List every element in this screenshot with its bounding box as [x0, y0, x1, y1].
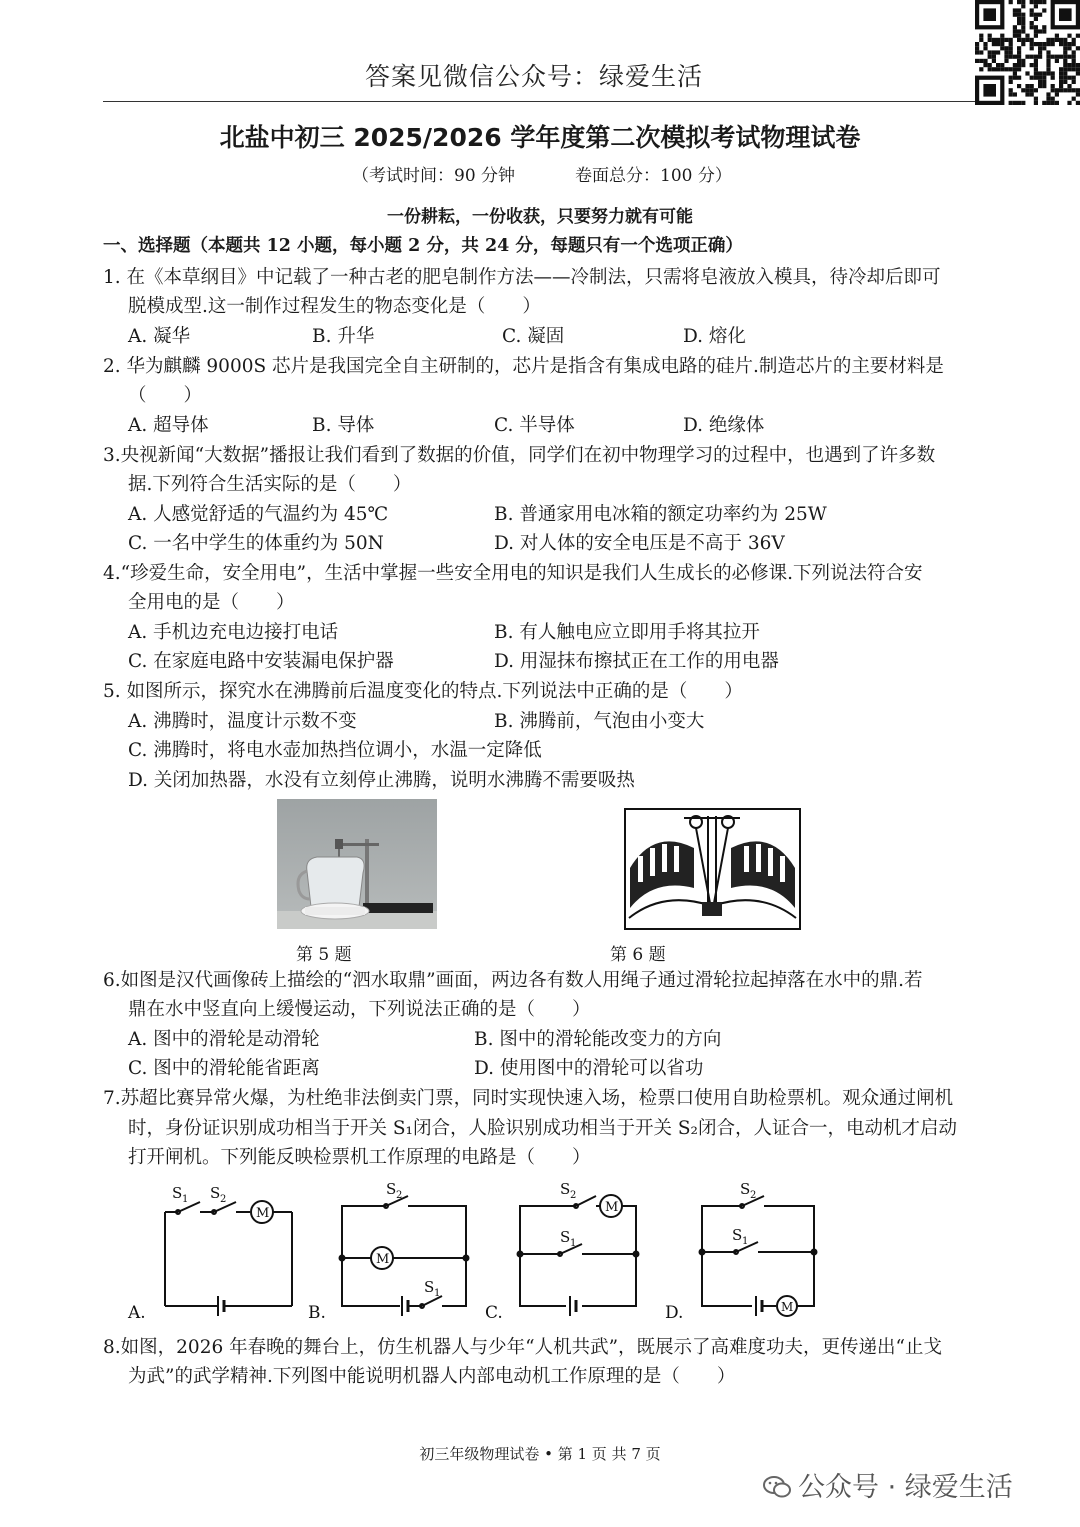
q7-circuits [120, 1172, 820, 1332]
svg-text:C.: C. [485, 1303, 503, 1323]
svg-text:1: 1 [434, 1288, 441, 1299]
q4-option-a: A. 手机边充电边接打电话 [128, 622, 339, 643]
q8-line1: 8.如图，2026 年春晚的舞台上，仿生机器人与少年“人机共武”，既展示了高难度功夫，更传递出“止戈 [103, 1337, 942, 1358]
svg-text:B.: B. [308, 1303, 326, 1323]
header-rule [103, 101, 975, 102]
q5-option-d: D. 关闭加热器，水没有立刻停止沸腾，说明水沸腾不需要吸热 [128, 770, 635, 791]
svg-text:A.: A. [128, 1303, 146, 1323]
svg-text:S: S [732, 1226, 743, 1244]
q1-option-c: C. 凝固 [502, 326, 565, 347]
q2-option-c: C. 半导体 [494, 415, 575, 436]
q1-option-b: B. 升华 [312, 326, 375, 347]
q4-line1: 4.“珍爱生命，安全用电”，生活中掌握一些安全用电的知识是我们人生成长的必修课.下列说法符合安 [103, 563, 923, 584]
q7-line2: 时，身份证识别成功相当于开关 S₁闭合，人脸识别成功相当于开关 S₂闭合，人证合一，电动机才启动 [128, 1118, 957, 1139]
q6-option-a: A. 图中的滑轮是动滑轮 [128, 1029, 320, 1050]
q5-option-a: A. 沸腾时，温度计示数不变 [128, 711, 357, 732]
svg-text:S: S [172, 1184, 183, 1202]
q2-option-d: D. 绝缘体 [683, 415, 765, 436]
q5-caption: 第 5 题 [296, 945, 352, 965]
exam-time: （考试时间：90 分钟 [352, 166, 516, 186]
page-footer: 初三年级物理试卷 • 第 1 页 共 7 页 [419, 1445, 661, 1463]
q5-photo [277, 799, 437, 929]
section-heading: 一、选择题（本题共 12 小题，每小题 2 分，共 24 分，每题只有一个选项正确） [103, 236, 743, 256]
q6-option-d: D. 使用图中的滑轮可以省功 [474, 1058, 704, 1079]
q4-line2: 全用电的是（ ） [128, 592, 295, 613]
q6-line2: 鼎在水中竖直向上缓慢运动，下列说法正确的是（ ） [128, 999, 591, 1020]
q3-option-d: D. 对人体的安全电压是不高于 36V [494, 533, 785, 554]
svg-text:D.: D. [665, 1303, 684, 1323]
motto: 一份耕耘，一份收获，只要努力就有可能 [387, 207, 693, 227]
qr-code [975, 0, 1080, 105]
watermark [762, 1465, 1013, 1504]
svg-text:1: 1 [742, 1236, 749, 1247]
svg-text:S: S [386, 1180, 397, 1198]
svg-text:M: M [781, 1300, 794, 1314]
q2-line1: 2. 华为麒麟 9000S 芯片是我国完全自主研制的，芯片是指含有集成电路的硅片.制造芯片的主要材料是 [103, 356, 944, 377]
svg-text:S: S [740, 1180, 751, 1198]
q5-option-b: B. 沸腾前，气泡由小变大 [494, 711, 705, 732]
q8-line2: 为武”的武学精神.下列图中能说明机器人内部电动机工作原理的是（ ） [128, 1366, 736, 1387]
svg-text:1: 1 [570, 1238, 577, 1249]
svg-text:M: M [256, 1206, 270, 1221]
page-title: 北盐中初三 2025/2026 学年度第二次模拟考试物理试卷 [219, 123, 861, 152]
q3-option-b: B. 普通家用电冰箱的额定功率约为 25W [494, 504, 827, 525]
q6-option-b: B. 图中的滑轮能改变力的方向 [474, 1029, 722, 1050]
q1-option-d: D. 熔化 [683, 326, 746, 347]
q3-line1: 3.央视新闻“大数据”播报让我们看到了数据的价值，同学们在初中物理学习的过程中，也遇到了许多数 [103, 445, 936, 466]
svg-text:2: 2 [570, 1190, 577, 1201]
svg-text:S: S [560, 1180, 571, 1198]
circuit-d [665, 1180, 817, 1323]
q2-option-a: A. 超导体 [128, 415, 209, 436]
q6-drawing [624, 808, 801, 930]
q1-line2: 脱模成型.这一制作过程发生的物态变化是（ ） [128, 296, 541, 317]
svg-text:S: S [560, 1228, 571, 1246]
svg-text:1: 1 [182, 1194, 189, 1205]
q2-line2: （ ） [128, 385, 203, 406]
q1-line1: 1. 在《本草纲目》中记载了一种古老的肥皂制作方法——冷制法，只需将皂液放入模具，待冷却后即可 [103, 267, 941, 288]
wechat-icon [762, 1474, 792, 1500]
svg-text:2: 2 [396, 1190, 403, 1201]
q3-line2: 据.下列符合生活实际的是（ ） [128, 474, 412, 495]
q3-option-a: A. 人感觉舒适的气温约为 45℃ [128, 504, 389, 525]
exam-score: 卷面总分：100 分） [575, 166, 732, 186]
q3-option-c: C. 一名中学生的体重约为 50N [128, 533, 384, 554]
q4-option-b: B. 有人触电应立即用手将其拉开 [494, 622, 760, 643]
q7-line3: 打开闸机。下列能反映检票机工作原理的电路是（ ） [128, 1147, 591, 1168]
svg-text:2: 2 [220, 1194, 227, 1205]
circuit-a [127, 1184, 292, 1323]
q1-option-a: A. 凝华 [128, 326, 191, 347]
svg-text:2: 2 [750, 1190, 757, 1201]
q6-line1: 6.如图是汉代画像砖上描绘的“泗水取鼎”画面，两边各有数人用绳子通过滑轮拉起掉落在水中的鼎.若 [103, 970, 923, 991]
q2-option-b: B. 导体 [312, 415, 375, 436]
svg-text:S: S [424, 1278, 435, 1296]
circuit-b [308, 1180, 469, 1323]
q7-line1: 7.苏超比赛异常火爆，为杜绝非法倒卖门票，同时实现快速入场，检票口使用自助检票机。观众通过闸机 [103, 1088, 954, 1109]
q4-option-c: C. 在家庭电路中安装漏电保护器 [128, 651, 394, 672]
q6-option-c: C. 图中的滑轮能省距离 [128, 1058, 320, 1079]
q6-caption: 第 6 题 [610, 945, 666, 965]
circuit-c [485, 1180, 639, 1323]
svg-text:S: S [210, 1184, 221, 1202]
watermark-text: 公众号 · 绿爱生活 [798, 1472, 1013, 1503]
q4-option-d: D. 用湿抹布擦拭正在工作的用电器 [494, 651, 779, 672]
svg-text:M: M [376, 1252, 390, 1267]
svg-text:M: M [605, 1200, 619, 1215]
q5-line1: 5. 如图所示，探究水在沸腾前后温度变化的特点.下列说法中正确的是（ ） [103, 681, 743, 702]
header-notice: 答案见微信公众号：绿爱生活 [365, 62, 704, 91]
q5-option-c: C. 沸腾时，将电水壶加热挡位调小，水温一定降低 [128, 740, 542, 761]
